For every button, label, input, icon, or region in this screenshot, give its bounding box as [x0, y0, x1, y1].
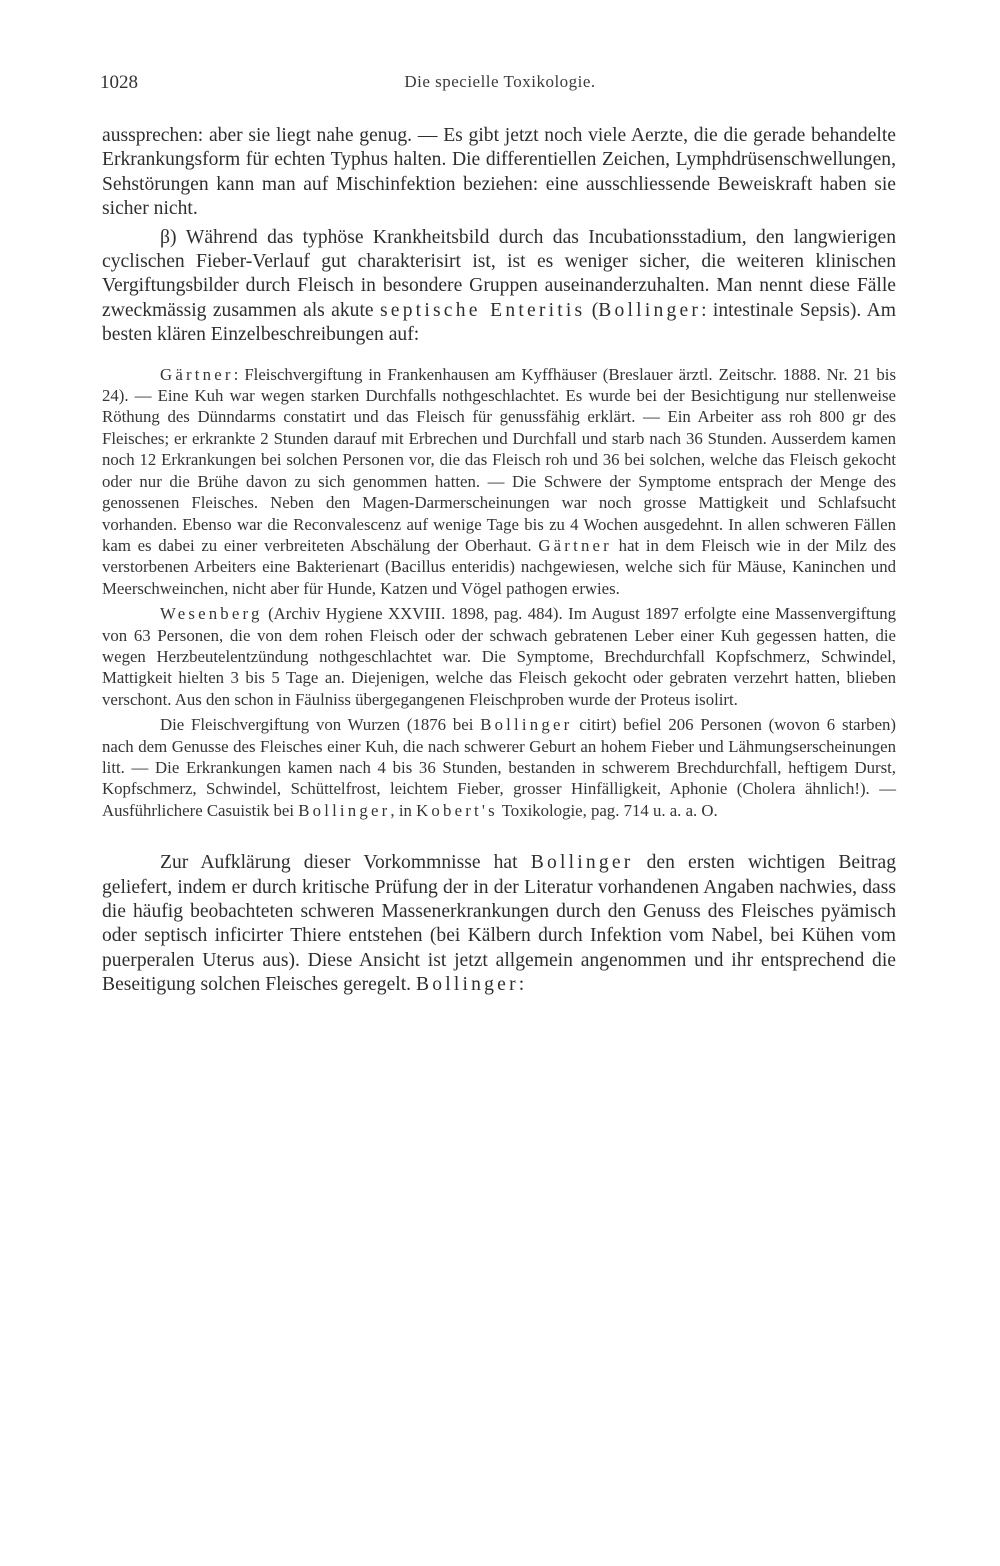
- paragraph-text: den ersten wichtigen Beitrag geliefert, indem er durch kritische Prüfung der in der Literatur vorhandenen Angaben nachwies, dass die häufig beobachteten schweren Massenerkrankungen durch den Genuss des Fleisches pyämisch oder septisch inficirter Thiere entstehen (bei Kälbern durch Infektion vom Nabel, bei Kühen vom puerperalen Uterus aus). Diese Ansicht ist jetzt allgemein angenommen und ihr entsprechend die Beseitigung solchen Fleisches geregelt.: [102, 852, 896, 996]
- page-number: 1028: [100, 72, 138, 93]
- spaced-author: Bollinger: [598, 299, 702, 321]
- page-header: [100, 72, 900, 102]
- spaced-author: Gärtner: [538, 535, 612, 555]
- paragraph-text: Zur Aufklärung dieser Vorkommnisse hat: [160, 852, 531, 874]
- case-wurzen: [102, 714, 896, 821]
- page-body: [102, 124, 896, 998]
- paragraph-text: Toxikologie, pag. 714 u. a. a. O.: [497, 800, 718, 820]
- spaced-author: Bollinger: [298, 800, 391, 820]
- paragraph-text: , in: [390, 800, 417, 820]
- spaced-author: Bollinger: [530, 852, 634, 874]
- spaced-author: Wesenberg: [160, 604, 263, 624]
- paragraph-bollinger: [102, 851, 896, 997]
- paragraph-text: :: [518, 974, 525, 996]
- case-gaertner: [102, 364, 896, 599]
- paragraph-beta: [102, 226, 896, 348]
- case-wesenberg: [102, 603, 896, 710]
- running-title: Die specielle Toxikologie.: [404, 72, 596, 91]
- paragraph-text: (: [585, 299, 599, 321]
- paragraph-text: (Archiv Hygiene XXVIII. 1898, pag. 484). Im August 1897 erfolgte eine Massenvergiftung von 63 Personen, die von dem rohen Fleisch oder der schwach gebratenen Leber einer Kuh gegessen hatten, die wegen Herzbeutelentzündung nothgeschlachtet war. Die Symptome, Brechdurchfall Kopfschmerz, Schwindel, Mattigkeit hielten 3 bis 5 Tage an. Diejenigen, welche das Fleisch gekocht oder gebraten verzehrt hatten, blieben verschont. Aus den schon in Fäulniss übergegangenen Fleischproben wurde der Proteus isolirt.: [102, 604, 896, 709]
- paragraph-text: aussprechen: aber sie liegt nahe genug. — Es gibt jetzt noch viele Aerzte, die die gerade behandelte Erkrankungsform für echten Typhus halten. Die differentiellen Zeichen, Lymphdrüsenschwellungen, Sehstörungen kann man auf Mischinfektion beziehen: eine ausschliessende Beweiskraft haben sie sicher nicht.: [102, 125, 896, 220]
- paragraph-continuation: [102, 124, 896, 222]
- paragraph-text: : Fleischvergiftung in Frankenhausen am Kyffhäuser (Breslauer ärztl. Zeitschr. 1888. Nr. 21 bis 24). — Eine Kuh war wegen starken Durchfalls nothgeschlachtet. Es wurde bei der Besichtigung nur stellenweise Röthung des Dünndarms constatirt und das Fleisch für genussfähig erklärt. — Ein Arbeiter ass roh 800 gr des Fleisches; er erkrankte 2 Stunden darauf mit Erbrechen und Durchfall und starb nach 36 Stunden. Ausserdem kamen noch 12 Erkrankungen bei solchen Personen vor, die das Fleisch roh und 36 bei solchen, welche das Fleisch gekocht oder nur die Brühe davon zu sich genommen hatten. — Die Schwere der Symptome entsprach der Menge des genossenen Fleisches. Neben den Magen-Darmerscheinungen war noch grosse Mattigkeit und Schlafsucht vorhanden. Ebenso war die Reconvalescenz auf wenige Tage bis zu 4 Wochen ausgedehnt. In allen schweren Fällen kam es dabei zu einer verbreiteten Abschälung der Oberhaut.: [102, 364, 896, 555]
- spaced-author: Bollinger: [480, 715, 573, 735]
- spaced-author: Gärtner: [160, 364, 234, 384]
- paragraph-text: Die Fleischvergiftung von Wurzen (1876 bei: [160, 715, 481, 735]
- paragraph-text: β) Während das typhöse Krankheitsbild durch das Incubationsstadium, den langwierigen cyclischen Fieber-Verlauf gut charakterisirt ist, ist es weniger sicher, die weiteren klinischen Vergiftungsbilder durch Fleisch in besondere Gruppen auseinanderzuhalten. Man nennt diese Fälle zweckmässig zusammen als akute: [102, 226, 896, 321]
- paragraph-text: hat in dem Fleisch wie in der Milz des verstorbenen Arbeiters eine Bakterienart (Bacillus enteridis) nachgewiesen, welche sich für Mäuse, Kaninchen und Meerschweinchen, nicht aber für Hunde, Katzen und Vögel pathogen erwies.: [102, 535, 896, 598]
- spaced-term: septische Enteritis: [379, 299, 586, 321]
- paragraph-text: citirt) befiel 206 Personen (wovon 6 starben) nach dem Genusse des Fleisches einer Kuh, die nach schwerer Geburt an hohem Fieber und Lähmungserscheinungen litt. — Die Erkrankungen kamen nach 4 bis 36 Stunden, bestanden in schwerem Brechdurchfall, heftigem Durst, Kopfschmerz, Schwindel, Schüttelfrost, leichtem Fieber, grosser Hinfälligkeit, Aphonie (Cholera ähnlich!). — Ausführlichere Casuistik bei: [102, 715, 896, 820]
- paragraph-text: : intestinale Sepsis). Am besten klären Einzelbeschreibungen auf:: [102, 299, 896, 346]
- spaced-author: Bollinger: [415, 974, 519, 996]
- spaced-author: Kobert's: [416, 800, 498, 820]
